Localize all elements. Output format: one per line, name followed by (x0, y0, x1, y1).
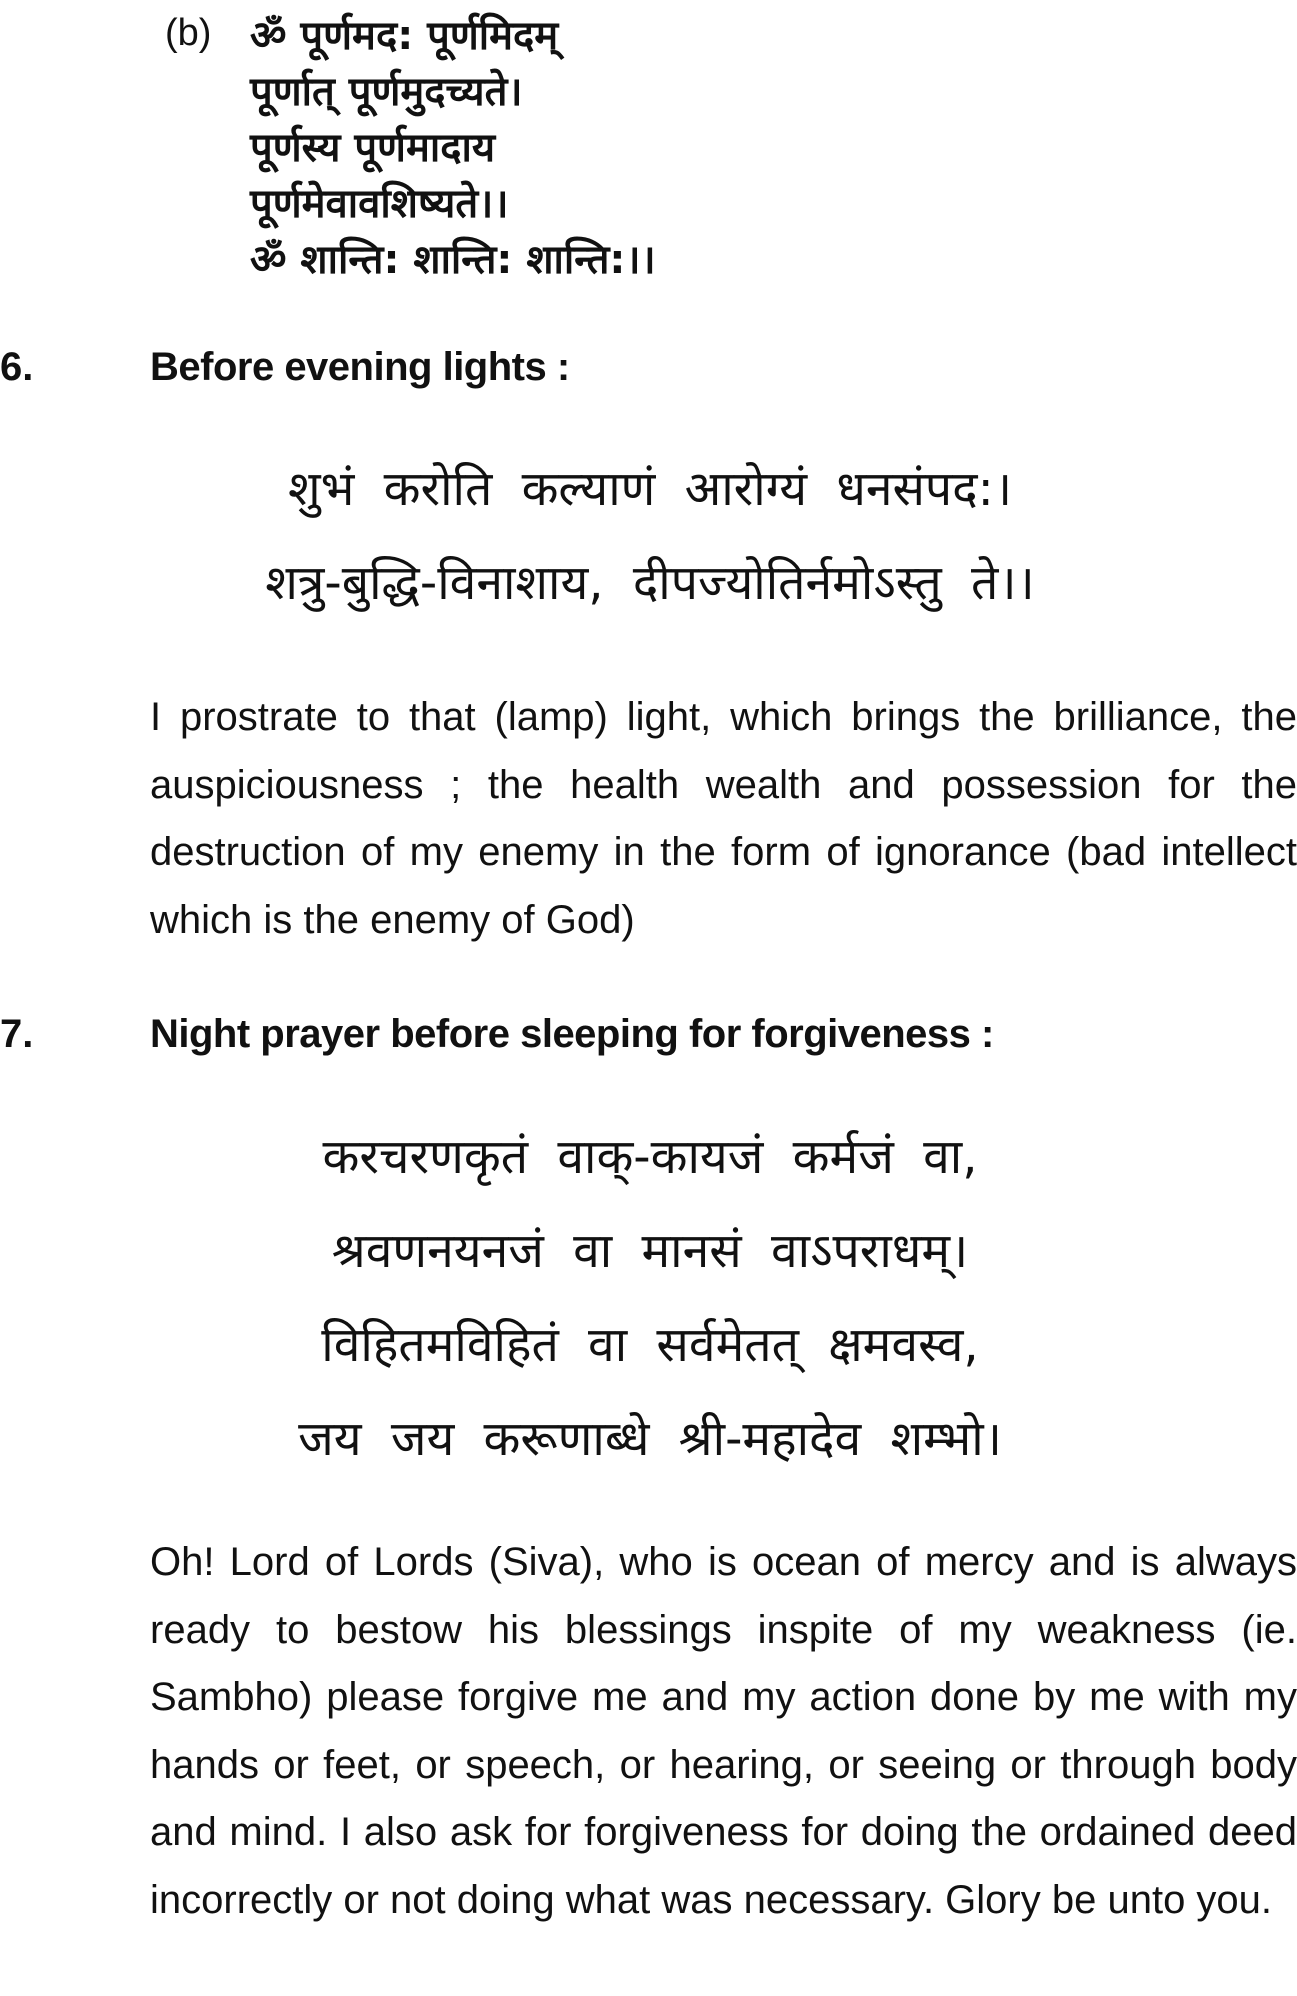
mantra-line: पूर्णस्य पूर्णमादाय (250, 125, 496, 171)
section-title: Before evening lights : (150, 345, 570, 389)
section-6-translation: I prostrate to that (lamp) light, which brings the brilliance, the auspiciousness ; the health wealth and possession for the destruction of my enemy in the form of ignorance (bad intellect which is the enemy of God) (150, 695, 1297, 942)
verse-line: श्रवणनयनजं वा मानसं वाऽपराधम्। (331, 1223, 969, 1279)
section-number: 7. (0, 1012, 34, 1056)
section-7-verse (150, 1110, 1150, 1486)
verse-line: करचरणकृतं वाक्-कायजं कर्मजं वा, (322, 1129, 978, 1185)
verse-line: विहितमविहितं वा सर्वमेतत् क्षमवस्व, (321, 1317, 979, 1373)
section-7-translation: Oh! Lord of Lords (Siva), who is ocean of mercy and is always ready to bestow his blessings inspite of my weakness (ie. Sambho) please forgive me and my action done by me with my hands or feet, or speech, or hearing, or seeing or through body and mind. I also ask for forgiveness for doing the ordained deed incorrectly or not doing what was necessary. Glory be unto you. (150, 1540, 1297, 1922)
part-b-label: (b) (165, 12, 212, 54)
section-6-verse (150, 442, 1150, 630)
mantra-line: ॐ शान्ति: शान्ति: शान्ति:।। (250, 237, 656, 283)
verse-line: शत्रु-बुद्धि-विनाशाय, दीपज्योतिर्नमोऽस्तु ते।। (265, 555, 1035, 611)
mantra-line: ॐ पूर्णमद: पूर्णमिदम् (250, 13, 559, 59)
part-b-lines (250, 8, 950, 288)
mantra-line: पूर्णमेवावशिष्यते।। (250, 181, 509, 227)
section-title: Night prayer before sleeping for forgiveness : (150, 1012, 994, 1056)
verse-line: शुभं करोति कल्याणं आरोग्यं धनसंपद:। (287, 461, 1013, 517)
verse-line: जय जय करूणाब्धे श्री-महादेव शम्भो। (298, 1411, 1002, 1467)
section-number: 6. (0, 345, 34, 389)
mantra-line: पूर्णात् पूर्णमुदच्यते। (250, 69, 523, 115)
